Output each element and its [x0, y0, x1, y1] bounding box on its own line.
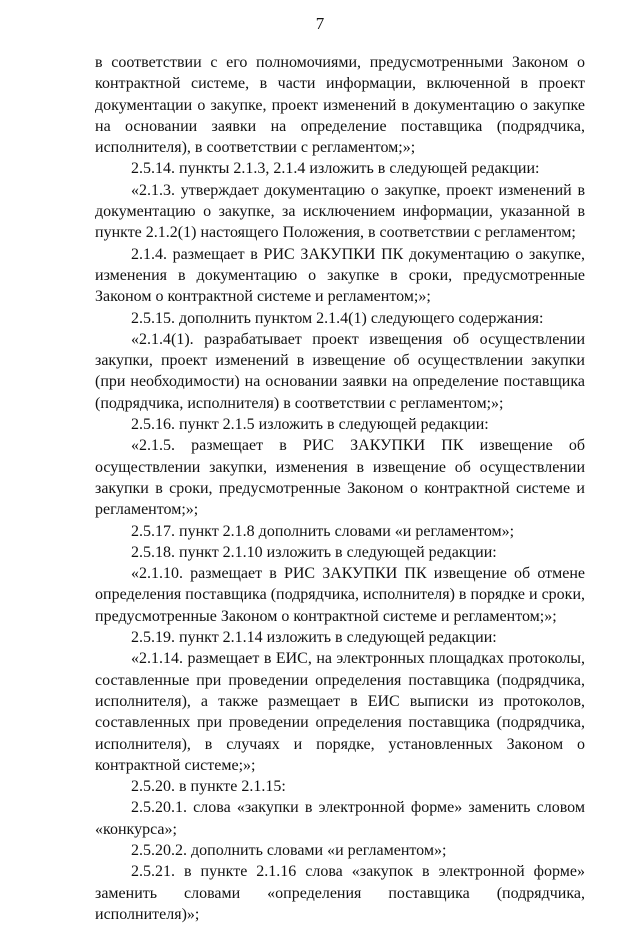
- paragraph: «2.1.5. размещает в РИС ЗАКУПКИ ПК извещение об осуществлении закупки, изменения в извещение об осуществлении закупки в сроки, предусмотренные Законом о контрактной системе и регламентом;»;: [95, 437, 585, 519]
- paragraph: «2.1.4(1). разрабатывает проект извещения об осуществлении закупки, проект изменений в извещение об осуществлении закупки (при необходимости) на основании заявки на определение поставщика (подрядчика, исполнителя) в соответствии с регламентом;»;: [95, 330, 585, 412]
- page-number: 7: [315, 14, 325, 33]
- paragraph: «2.1.14. размещает в ЕИС, на электронных площадках протоколы, составленные при проведении определения поставщика (подрядчика, исполнителя), а также размещает в ЕИС выписки из протоколов, составленных при проведении определения поставщика (подрядчика, исполнителя), в случаях и порядке, установленных Законом о контрактной системе;»;: [95, 650, 585, 774]
- paragraph: 2.5.20.2. дополнить словами «и регламентом»;: [131, 841, 447, 859]
- paragraph: 2.5.20.1. слова «закупки в электронной форме» заменить словом «конкурса»;: [95, 799, 585, 838]
- paragraph: 2.5.16. пункт 2.1.5 изложить в следующей редакции:: [131, 416, 489, 434]
- paragraph: 2.5.18. пункт 2.1.10 изложить в следующей редакции:: [131, 543, 497, 561]
- paragraph: 2.5.14. пункты 2.1.3, 2.1.4 изложить в следующей редакции:: [131, 160, 540, 178]
- paragraph: 2.1.4. размещает в РИС ЗАКУПКИ ПК документацию о закупке, изменения в документацию о закупке в сроки, предусмотренные Законом о контрактной системе и регламентом;»;: [95, 245, 585, 306]
- paragraph: «2.1.3. утверждает документацию о закупке, проект изменений в документацию о закупке, за исключением информации, указанной в пункте 2.1.2(1) настоящего Положения, в соответствии с регламентом;: [95, 181, 585, 242]
- paragraph: 2.5.20. в пункте 2.1.15:: [131, 778, 286, 796]
- paragraph: 2.5.15. дополнить пунктом 2.1.4(1) следующего содержания:: [131, 309, 544, 327]
- paragraph: «2.1.10. размещает в РИС ЗАКУПКИ ПК извещение об отмене определения поставщика (подрядчика, исполнителя) в порядке и сроки, предусмотренные Законом о контрактной системе и регламентом;»;: [95, 565, 585, 625]
- paragraph: 2.5.17. пункт 2.1.8 дополнить словами «и регламентом»;: [131, 522, 515, 540]
- document-body: [95, 52, 585, 925]
- paragraph: в соответствии с его полномочиями, предусмотренными Законом о контрактной системе, в части информации, включенной в проект документации о закупке, проект изменений в документацию о закупке на основании заявки на определение поставщика (подрядчика, исполнителя), в соответствии с регламентом;»;: [95, 54, 585, 157]
- paragraph: 2.5.19. пункт 2.1.14 изложить в следующей редакции:: [131, 629, 497, 647]
- paragraph: 2.5.21. в пункте 2.1.16 слова «закупок в электронной форме» заменить словами «определения поставщика (подрядчика, исполнителя)»;: [95, 863, 585, 923]
